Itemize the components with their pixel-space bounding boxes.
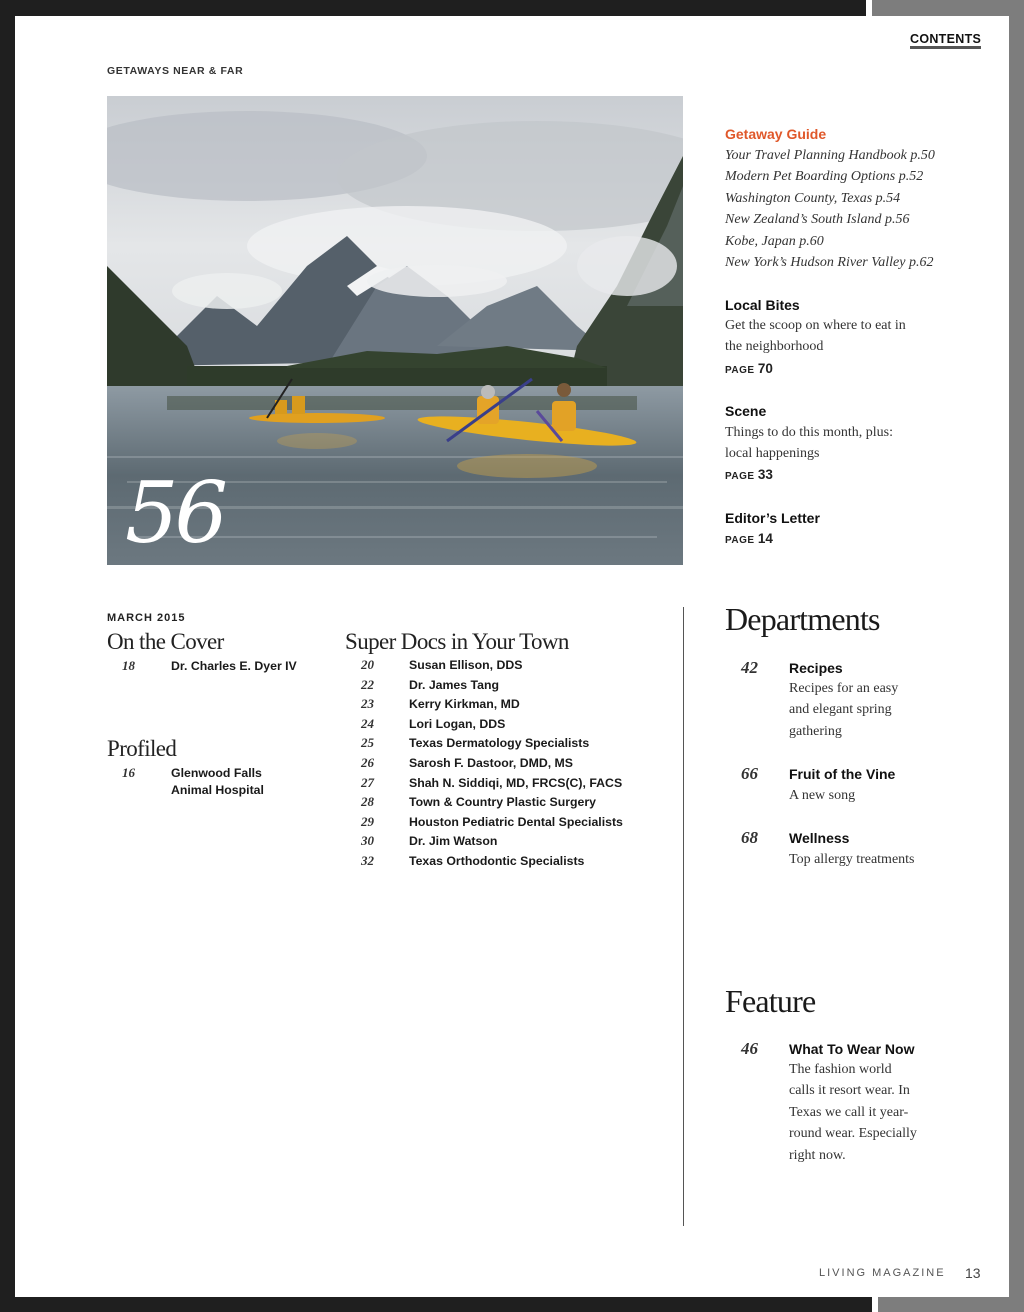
toc-page-number: 22	[361, 676, 374, 692]
desc-line: The fashion world	[789, 1062, 892, 1077]
dept-page-number: 42	[741, 658, 758, 677]
toc-page-number: 28	[361, 794, 374, 810]
feature-title: Feature	[725, 983, 816, 1019]
list-item[interactable]	[345, 677, 675, 697]
page-edge-gap	[872, 1297, 878, 1312]
getaway-guide-title[interactable]: Getaway Guide	[725, 126, 827, 142]
dept-page-number: 66	[741, 764, 758, 783]
feature-page-number: 46	[741, 1039, 758, 1058]
list-item[interactable]	[345, 735, 675, 755]
page-edge-right	[1009, 0, 1024, 1312]
dept-desc	[789, 785, 855, 806]
toc-entry: Dr. James Tang	[409, 677, 499, 692]
list-item[interactable]: Modern Pet Boarding Options p.52	[725, 169, 924, 185]
toc-page-number: 27	[361, 774, 374, 790]
local-bites-page	[725, 361, 773, 376]
list-item[interactable]: New Zealand’s South Island p.56	[725, 212, 910, 228]
toc-page-number: 16	[122, 765, 135, 780]
desc-line: the neighborhood	[725, 339, 824, 355]
footer-magazine-name: LIVING MAGAZINE	[819, 1267, 946, 1279]
toc-entry: Houston Pediatric Dental Specialists	[409, 814, 623, 829]
photo-page-number: 56	[125, 464, 224, 562]
toc-page-number: 23	[361, 696, 374, 712]
scene-page	[725, 467, 773, 482]
feature-item-title[interactable]: What To Wear Now	[789, 1041, 915, 1057]
list-item[interactable]	[345, 794, 675, 814]
toc-entry-line: Animal Hospital	[171, 782, 264, 797]
kayak-photo	[107, 96, 683, 565]
footer-page-number: 13	[965, 1265, 981, 1281]
editors-letter-title[interactable]: Editor’s Letter	[725, 510, 820, 526]
page-edge-top	[872, 0, 1024, 16]
scene-title[interactable]: Scene	[725, 403, 767, 419]
desc-line: round wear. Especially	[789, 1126, 917, 1142]
scene-desc	[725, 422, 893, 465]
toc-entry: Texas Dermatology Specialists	[409, 736, 590, 751]
toc-page-number: 29	[361, 813, 374, 829]
issue-month: MARCH 2015	[107, 612, 186, 624]
dept-title[interactable]: Wellness	[789, 830, 850, 846]
contents-label: CONTENTS	[910, 32, 981, 49]
feature-desc	[789, 1059, 917, 1166]
list-item[interactable]	[345, 755, 675, 775]
local-bites-title[interactable]: Local Bites	[725, 297, 800, 313]
departments-title: Departments	[725, 601, 880, 637]
desc-line: Things to do this month, plus:	[725, 425, 894, 440]
list-item[interactable]	[345, 657, 675, 677]
desc-line: and elegant spring	[789, 702, 892, 718]
toc-entry[interactable]	[171, 765, 264, 798]
list-item[interactable]: Your Travel Planning Handbook p.50	[725, 148, 935, 163]
page-number: 33	[757, 467, 773, 482]
toc-entry: Lori Logan, DDS	[409, 716, 506, 731]
desc-line: calls it resort wear. In	[789, 1083, 910, 1099]
list-item[interactable]	[345, 696, 675, 716]
desc-line: A new song	[789, 788, 856, 803]
page-edge-gap	[866, 0, 872, 16]
on-the-cover-title: On the Cover	[107, 629, 224, 654]
list-item[interactable]: New York’s Hudson River Valley p.62	[725, 255, 934, 271]
dept-page-number: 68	[741, 828, 758, 847]
local-bites-desc	[725, 315, 906, 358]
toc-entry: Texas Orthodontic Specialists	[409, 853, 585, 868]
page-label: PAGE	[725, 365, 755, 376]
page-label: PAGE	[725, 471, 755, 482]
list-item[interactable]	[345, 833, 675, 853]
toc-entry: Shah N. Siddiqi, MD, FRCS(C), FACS	[409, 775, 623, 790]
desc-line: gathering	[789, 723, 842, 739]
desc-line: Get the scoop on where to eat in	[725, 318, 906, 333]
profiled-title: Profiled	[107, 736, 177, 761]
desc-line: Recipes for an easy	[789, 681, 899, 696]
toc-page-number: 24	[361, 715, 374, 731]
list-item[interactable]	[345, 814, 675, 834]
list-item[interactable]	[345, 716, 675, 736]
toc-entry: Sarosh F. Dastoor, DMD, MS	[409, 755, 573, 770]
list-item[interactable]: Washington County, Texas p.54	[725, 190, 901, 206]
dept-title[interactable]: Recipes	[789, 660, 843, 676]
dept-desc	[789, 849, 915, 870]
page-number: 70	[757, 361, 773, 376]
page-number: 14	[757, 531, 773, 546]
toc-page-number: 25	[361, 735, 374, 751]
desc-line: Top allergy treatments	[789, 852, 915, 867]
toc-entry: Susan Ellison, DDS	[409, 658, 523, 672]
toc-entry[interactable]: Dr. Charles E. Dyer IV	[171, 659, 297, 673]
super-docs-title: Super Docs in Your Town	[345, 629, 569, 654]
toc-entry-line: Glenwood Falls	[171, 766, 262, 780]
toc-entry: Town & Country Plastic Surgery	[409, 795, 596, 810]
page-label: PAGE	[725, 535, 755, 546]
list-item[interactable]	[345, 853, 675, 873]
toc-page-number: 20	[361, 657, 374, 672]
page-edge-bottom	[878, 1297, 1024, 1312]
toc-page-number: 32	[361, 852, 374, 868]
editors-letter-page	[725, 531, 773, 546]
toc-page-number: 26	[361, 754, 374, 770]
list-item[interactable]: Kobe, Japan p.60	[725, 233, 824, 249]
super-docs-list	[345, 657, 675, 873]
dept-desc	[789, 678, 898, 742]
dept-title[interactable]: Fruit of the Vine	[789, 766, 896, 782]
column-divider	[683, 607, 684, 1226]
getaway-guide-list	[725, 145, 935, 273]
toc-page-number: 30	[361, 833, 374, 849]
list-item[interactable]	[345, 775, 675, 795]
section-label: GETAWAYS NEAR & FAR	[107, 65, 244, 77]
toc-entry: Dr. Jim Watson	[409, 834, 498, 849]
desc-line: right now.	[789, 1147, 846, 1163]
desc-line: local happenings	[725, 446, 820, 462]
desc-line: Texas we call it year-	[789, 1104, 909, 1120]
toc-entry: Kerry Kirkman, MD	[409, 697, 520, 712]
toc-page-number: 18	[122, 658, 135, 673]
